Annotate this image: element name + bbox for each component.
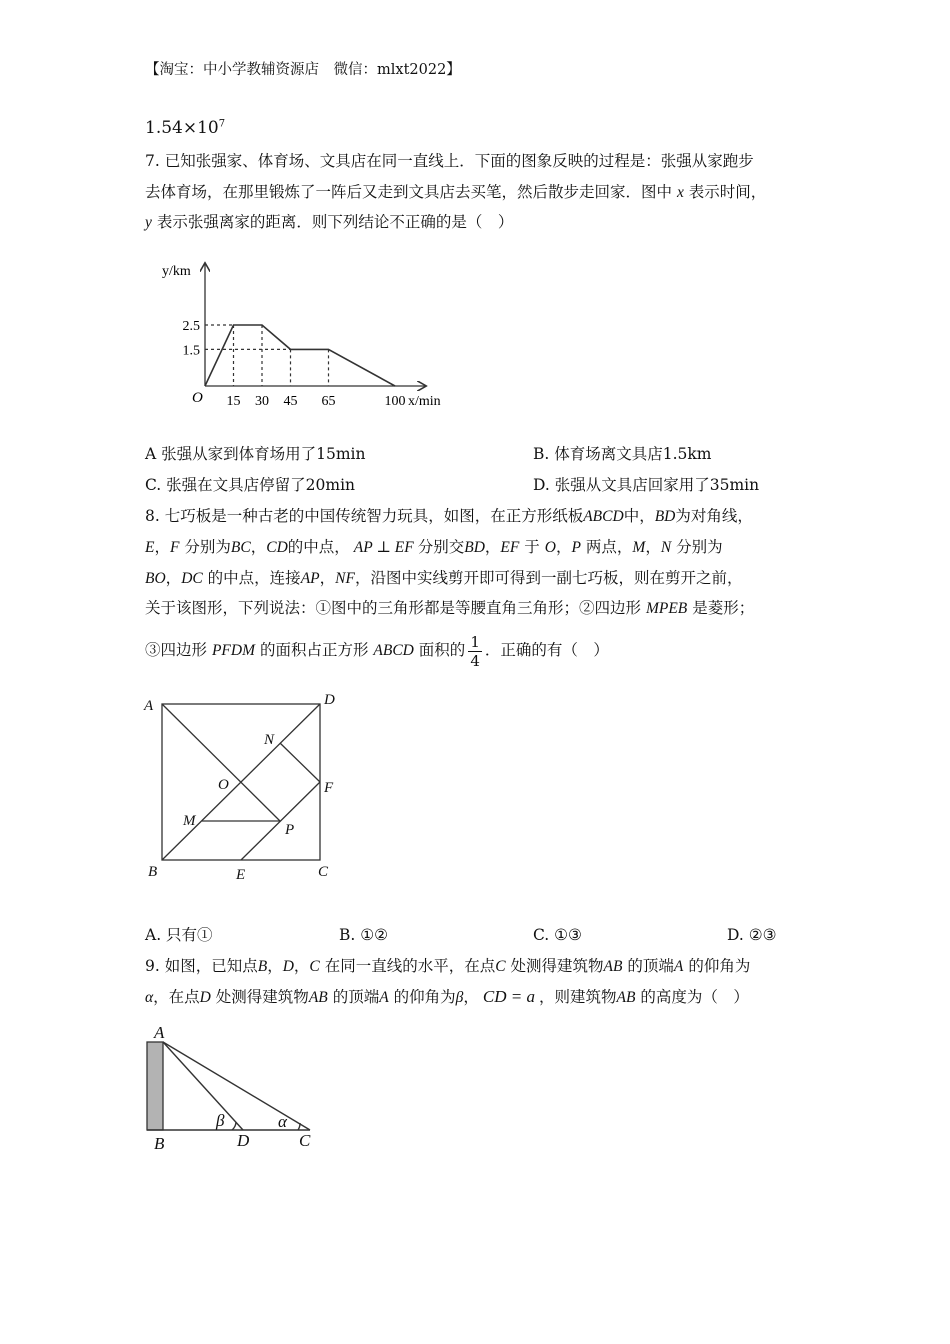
label-b: B <box>148 864 158 880</box>
q9-var: B <box>257 958 268 975</box>
q8-line-3 <box>145 568 742 589</box>
q8-var: ABCD <box>373 642 414 659</box>
q8-text: 面积的 <box>418 641 466 659</box>
q9-var: C <box>495 958 506 975</box>
q8-var: ABCD <box>583 508 624 525</box>
q8-var: O <box>544 539 556 556</box>
q8-text: 的中点， <box>287 538 350 556</box>
q8-line-2 <box>145 537 723 558</box>
q9-text: 9. 如图，已知点 <box>145 957 258 975</box>
label-e: E <box>236 867 246 883</box>
q8-text: 分别交 <box>417 538 465 556</box>
q9-var: A <box>379 989 389 1006</box>
y-tick-label: 1.5 <box>182 343 200 359</box>
q9-text: 在同一直线的水平，在点 <box>324 957 496 975</box>
segment-ap <box>162 704 280 821</box>
q8-var: F <box>169 539 180 556</box>
q8-var: EF <box>500 539 520 556</box>
q7-line-2-text: 去体育场，在那里锻炼了一阵后又走到文具店去买笔，然后散步走回家．图中 <box>145 183 673 201</box>
q7-option-d[interactable]: D. 张强从文具店回家用了35min <box>533 476 760 494</box>
label-a: A <box>144 698 154 714</box>
q9-line-1 <box>145 956 750 977</box>
q8-var: BD <box>654 508 676 525</box>
x-axis-label: x/min <box>408 394 441 409</box>
q9-text: 的高度为（ ） <box>640 988 749 1006</box>
q9-text: 的顶端 <box>332 988 380 1006</box>
q8-var: AP <box>300 570 320 587</box>
q8-math: AP ⊥ EF <box>353 539 414 556</box>
label-d: D <box>237 1131 250 1150</box>
label-n: N <box>264 732 275 748</box>
q7-line-3-text: 表示张强离家的距离．则下列结论不正确的是（ ） <box>156 213 514 231</box>
x-tick-label: 100 <box>384 394 406 409</box>
q8-var: BC <box>230 539 251 556</box>
q8-line-5 <box>145 630 609 671</box>
q7-distance-time-graph <box>150 258 460 418</box>
q8-text: 于 <box>524 538 540 556</box>
q8-option-c[interactable]: C. ①③ <box>533 926 582 944</box>
q9-text: 的仰角为 <box>393 988 456 1006</box>
q9-var: AB <box>603 958 623 975</box>
sight-line-ad <box>163 1042 243 1130</box>
q7-line-2-tail: 表示时间， <box>688 183 767 201</box>
q9-var: C <box>309 958 320 975</box>
q8-text: 是菱形； <box>692 599 755 617</box>
label-o: O <box>218 777 229 793</box>
q8-var: BD <box>464 539 485 556</box>
q9-var: D <box>282 958 294 975</box>
q8-text: ， <box>484 538 501 556</box>
x-tick-label: 15 <box>226 394 241 409</box>
q8-text: 为对角线， <box>675 507 753 525</box>
q7-var-x: x <box>676 184 684 201</box>
previous-answer <box>145 118 225 138</box>
q7-option-b[interactable]: B. 体育场离文具店1.5km <box>533 445 712 463</box>
x-tick-label: 45 <box>283 394 298 409</box>
q7-line-3 <box>145 212 513 233</box>
q8-line-1 <box>145 506 753 527</box>
q8-text: 的中点，连接 <box>207 569 301 587</box>
answer-times: × <box>182 118 198 138</box>
q8-var: MPEB <box>645 600 688 617</box>
q9-var: A <box>673 958 684 975</box>
q8-var: PFDM <box>211 642 255 659</box>
q9-text: 处测得建筑物 <box>215 988 309 1006</box>
fraction-denominator: 4 <box>470 651 480 670</box>
q7-line-1: 7. 已知张强家、体育场、文具店在同一直线上．下面的图象反映的过程是：张强从家跑步 <box>145 152 754 170</box>
angle-beta-arc <box>232 1122 236 1130</box>
page-header: 【淘宝：中小学教辅资源店 微信：mlxt2022】 <box>145 62 461 78</box>
label-m: M <box>183 813 196 829</box>
q9-text: 的仰角为 <box>688 957 751 975</box>
label-beta: β <box>216 1111 225 1130</box>
origin-label: O <box>192 390 203 406</box>
q7-var-y: y <box>145 214 152 231</box>
fraction-numerator: 1 <box>470 632 480 651</box>
q9-text: ， <box>463 988 479 1006</box>
q8-option-b[interactable]: B. ①② <box>339 926 389 944</box>
q8-var: CD <box>266 539 288 556</box>
building-ab <box>147 1042 163 1130</box>
answer-exponent: 7 <box>218 118 226 130</box>
q8-var: N <box>660 539 672 556</box>
q8-var: P <box>571 539 581 556</box>
q8-text: 的面积占正方形 <box>259 641 369 659</box>
label-b: B <box>154 1134 165 1153</box>
q7-option-a[interactable]: A 张强从家到体育场用了15min <box>145 445 366 463</box>
q8-text: ，沿图中实线剪开即可得到一副七巧板，则在剪开之前， <box>354 569 743 587</box>
q8-option-d[interactable]: D. ②③ <box>727 926 777 944</box>
q9-text: ， <box>293 957 310 975</box>
q9-text: 的顶端 <box>627 957 674 975</box>
x-tick-label: 30 <box>255 394 269 409</box>
label-alpha: α <box>278 1112 287 1131</box>
q9-text: ，则建筑物 <box>538 988 617 1006</box>
q8-text: ， <box>645 538 661 556</box>
q8-text: ．正确的有（ ） <box>484 641 609 659</box>
q8-text: ③四边形 <box>145 641 208 659</box>
y-tick-label: 2.5 <box>182 319 200 334</box>
label-a: A <box>154 1023 165 1042</box>
fraction-one-quarter <box>468 633 482 670</box>
q8-var: E <box>145 539 155 556</box>
q9-line-2 <box>145 987 749 1008</box>
q9-text: ，在点 <box>153 988 200 1006</box>
sight-line-ac <box>163 1042 310 1130</box>
q8-text: 中， <box>623 507 655 525</box>
q8-var: DC <box>181 570 203 587</box>
label-c: C <box>318 864 329 880</box>
x-tick-label: 65 <box>321 394 336 409</box>
q9-var: D <box>199 989 211 1006</box>
label-d: D <box>324 692 335 708</box>
y-axis-label: y/km <box>162 264 191 279</box>
q8-text: ， <box>154 538 170 556</box>
q7-line-2 <box>145 182 766 203</box>
q8-option-a[interactable]: A. 只有① <box>145 926 213 944</box>
answer-mantissa: 1.54 <box>145 118 183 138</box>
q9-text: 处测得建筑物 <box>510 957 604 975</box>
q7-option-c[interactable]: C. 张强在文具店停留了20min <box>145 476 356 494</box>
q8-tangram-figure <box>140 688 360 886</box>
q8-text: ， <box>165 569 182 587</box>
q8-var: BO <box>145 570 166 587</box>
q8-text: 两点， <box>585 538 633 556</box>
label-f: F <box>324 780 334 796</box>
q8-text: ， <box>250 538 267 556</box>
q9-var: AB <box>616 989 636 1006</box>
q8-var: M <box>632 539 646 556</box>
answer-base: 10 <box>197 118 219 138</box>
q8-text: 分别为 <box>676 538 723 556</box>
q9-math: CD = a <box>482 987 535 1006</box>
q9-elevation-figure <box>140 1022 330 1157</box>
q8-line-4 <box>145 598 754 619</box>
q9-var: AB <box>308 989 328 1006</box>
q8-text: ， <box>555 538 572 556</box>
q8-var: NF <box>335 570 355 587</box>
q8-line-1-text: 8. 七巧板是一种古老的中国传统智力玩具，如图，在正方形纸板 <box>145 507 584 525</box>
q8-text: ， <box>319 569 336 587</box>
q8-text: 分别为 <box>184 538 231 556</box>
label-c: C <box>299 1131 311 1150</box>
label-p: P <box>285 822 295 838</box>
q8-text: 关于该图形，下列说法：①图中的三角形都是等腰直角三角形；②四边形 <box>145 599 642 617</box>
q9-var: α <box>145 989 154 1006</box>
segment-nf <box>280 743 320 782</box>
q9-text: ， <box>267 957 283 975</box>
q9-var: β <box>455 989 464 1006</box>
